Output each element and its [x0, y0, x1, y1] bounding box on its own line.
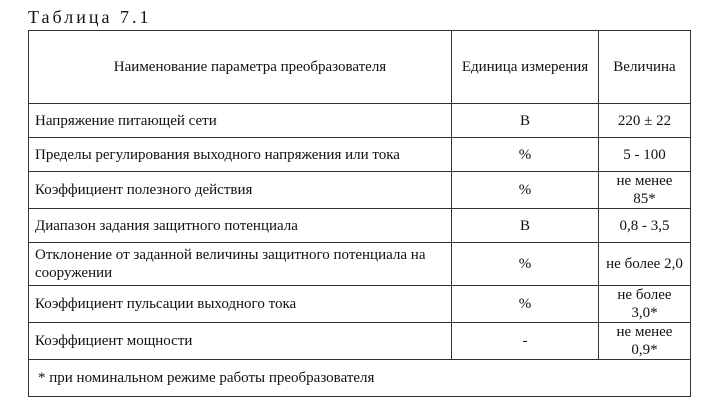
row-parameter-name: Отклонение от заданной величины защитного потенциала на сооружении: [29, 243, 452, 286]
row-parameter-name: Коэффициент полезного действия: [29, 172, 452, 209]
table-footnote-row: [29, 360, 691, 397]
row-parameter-name: Пределы регулирования выходного напряжения или тока: [29, 138, 452, 172]
header-parameter-name: Наименование параметра преобразователя: [29, 31, 452, 104]
header-unit: Единица измерения: [452, 31, 599, 104]
table-row: [29, 323, 691, 360]
row-parameter-name: Напряжение питающей сети: [29, 104, 452, 138]
row-value: 5 - 100: [599, 138, 691, 172]
row-unit: В: [452, 209, 599, 243]
row-parameter-name: Диапазон задания защитного потенциала: [29, 209, 452, 243]
row-unit: %: [452, 286, 599, 323]
row-unit: %: [452, 243, 599, 286]
row-parameter-name: Коэффициент пульсации выходного тока: [29, 286, 452, 323]
row-unit: -: [452, 323, 599, 360]
table-header-row: [29, 31, 691, 104]
row-unit: В: [452, 104, 599, 138]
row-value: не более 3,0*: [599, 286, 691, 323]
table-row: [29, 209, 691, 243]
table-row: [29, 243, 691, 286]
header-value: Величина: [599, 31, 691, 104]
table-row: [29, 104, 691, 138]
table-row: [29, 138, 691, 172]
row-value: не менее 0,9*: [599, 323, 691, 360]
row-value: не более 2,0: [599, 243, 691, 286]
row-parameter-name: Коэффициент мощности: [29, 323, 452, 360]
row-value: не менее 85*: [599, 172, 691, 209]
row-value: 220 ± 22: [599, 104, 691, 138]
table-row: [29, 286, 691, 323]
table-footnote: * при номинальном режиме работы преобразователя: [29, 360, 691, 397]
row-unit: %: [452, 172, 599, 209]
row-unit: %: [452, 138, 599, 172]
parameters-table: [28, 30, 691, 397]
table-row: [29, 172, 691, 209]
table-caption: Таблица 7.1: [28, 7, 152, 27]
row-value: 0,8 - 3,5: [599, 209, 691, 243]
